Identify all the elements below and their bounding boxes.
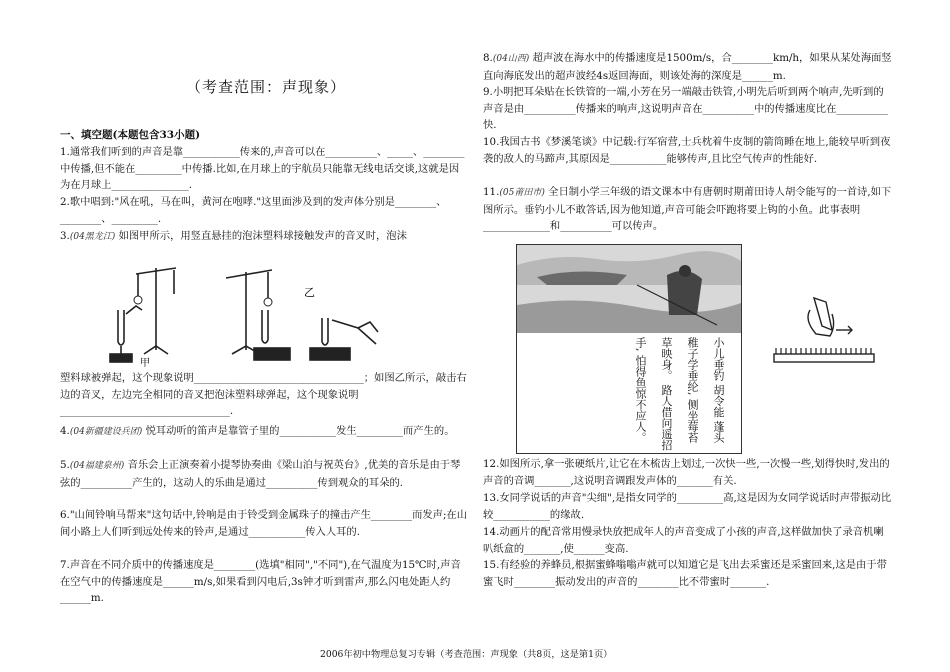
question-5-number: 5. <box>60 459 70 471</box>
figure-label-jia: 甲 <box>140 358 150 369</box>
question-3 <box>60 228 468 246</box>
tuning-fork-figure <box>96 262 386 370</box>
question-11-number: 11. <box>483 186 500 198</box>
poem-line: 怕得鱼惊不应人。 <box>634 355 647 443</box>
page-footer: 2006年初中物理总复习专辑（考查范围：声现象（共8页，这是第1页） <box>320 649 613 660</box>
question-11-text: 全日制小学三年级的语文课本中有唐朝时期莆田诗人胡令能写的一首诗,如下图所示。垂钓小儿不敢答话,因为他知道,声音可能会吓跑将要上钩的小鱼。此事表明_____________和__________可以传声。 <box>483 186 892 232</box>
question-4-source: (04新疆建设兵团) <box>69 427 143 437</box>
question-12: 12.如图所示,拿一张硬纸片,让它在木梳齿上划过,一次快一些,一次慢一些,划得快时,发出的声音的音调_______,这说明音调跟发声体的_______有关. <box>483 458 890 487</box>
question-8-text: 超声波在海水中的传播速度是1500m/s，合________km/h，如果从某处海面竖直向海底发出的超声波经4s返回海面，则该处海的深度是______m. <box>483 52 892 82</box>
question-6: 6."山间铃响马帮来"这句话中,铃响是由于铃受到金属珠子的撞击产生________而发声;在山间小路上人们听到远处传来的铃声,是通过___________传入人耳的. <box>60 509 468 538</box>
question-3-source: (04黑龙江) <box>69 232 116 242</box>
question-14: 14.动画片的配音常用慢录快放把成年人的声音变成了小孩的声音,这样做加快了录音机喇叭纸盒的_______,使______变高. <box>483 526 884 555</box>
question-3-number: 3. <box>60 230 70 242</box>
question-5-text: 音乐会上正演奏着小提琴协奏曲《梁山泊与祝英台》,优美的音乐是由于琴弦的__________产生的，这动人的乐曲是通过__________传到观众的耳朵的. <box>60 459 461 489</box>
question-2: 2.歌中唱到:"风在吼，马在叫，黄河在咆哮."这里面涉及到的发声体分别是________、________、_________. <box>60 196 447 225</box>
figure-label-yi: 乙 <box>304 286 315 299</box>
question-8-source: (04山西) <box>492 54 530 64</box>
question-4-text: 悦耳动听的笛声是靠管子里的___________发生_________而产生的。 <box>145 425 455 437</box>
poem-line: 小儿垂钓 <box>712 337 725 381</box>
question-4 <box>60 423 468 441</box>
poem-line: 路人借问遥招手, <box>634 337 673 451</box>
question-3-text: 如图甲所示，用竖直悬挂的泡沫塑料球接触发声的音叉时，泡沫 <box>118 230 407 242</box>
poem-line: 胡令能 <box>712 384 725 418</box>
fishing-scene-image <box>517 245 741 333</box>
poem-line: 侧坐莓苔草映身。 <box>660 337 699 443</box>
question-4-number: 4. <box>60 425 70 437</box>
question-11 <box>483 184 893 235</box>
question-13: 13.女同学说话的声音"尖细",是指女同学的_________高,这是因为女同学说话时声带振动比较___________的缘故. <box>483 492 892 521</box>
question-1: 1.通常我们听到的声音是靠___________传来的,声音可以在__________、_____、________中传播,但不能在_________中传播.比如,在月球上的宇航员只能靠无线电话交谈,这就是因为在月球上_______________. <box>60 146 465 191</box>
question-8 <box>483 50 893 84</box>
poem-text <box>517 335 741 451</box>
question-7: 7.声音在不同介质中的传播速度是________(选填"相同","不同"),在气温度为15℃时,声音在空气中的传播速度是______m/s,如果看到闪电后,3s钟才听到雷声,那么闪电处距人约______m. <box>60 559 461 604</box>
question-10: 10.我国古书《梦溪笔谈》中记载:行军宿营,士兵枕着牛皮制的箭筒睡在地上,能较早听到夜袭的敌人的马蹄声,其原因是___________能够传声,且比空气传声的性能好. <box>483 136 891 165</box>
question-15: 15.有经验的养蜂员,根据蜜蜂嗡嗡声就可以知道它是飞出去采蜜还是采蜜回来,这是由于带蜜飞时________振动发出的声音的________比不带蜜时_______. <box>483 559 887 588</box>
question-11-source: (05莆田市) <box>499 188 545 198</box>
question-3-continued: 塑料球被弹起，这个现象说明_________________________________；如图乙所示，敲击右边的音叉，左边完全相同的音叉把泡沫塑料球弹起，这个现象说明_________________________________. <box>60 372 467 417</box>
question-9: 9.小明把耳朵贴在长铁管的一端,小芳在另一端敲击铁管,小明先后听到两个响声,先听到的声音是由__________传播来的响声,这说明声音在__________中的传播速度比在__________快. <box>483 86 888 131</box>
poem-line: 蓬头稚子学垂纶, <box>686 337 725 443</box>
comb-card-figure <box>764 290 884 382</box>
question-5 <box>60 457 468 491</box>
section-heading: 一、填空题(本题包含33小题) <box>60 129 201 141</box>
poem-illustration <box>516 244 742 454</box>
question-8-number: 8. <box>483 52 493 64</box>
question-5-source: (04福建泉州) <box>69 461 125 471</box>
page-title: （考查范围：声现象） <box>186 78 347 96</box>
